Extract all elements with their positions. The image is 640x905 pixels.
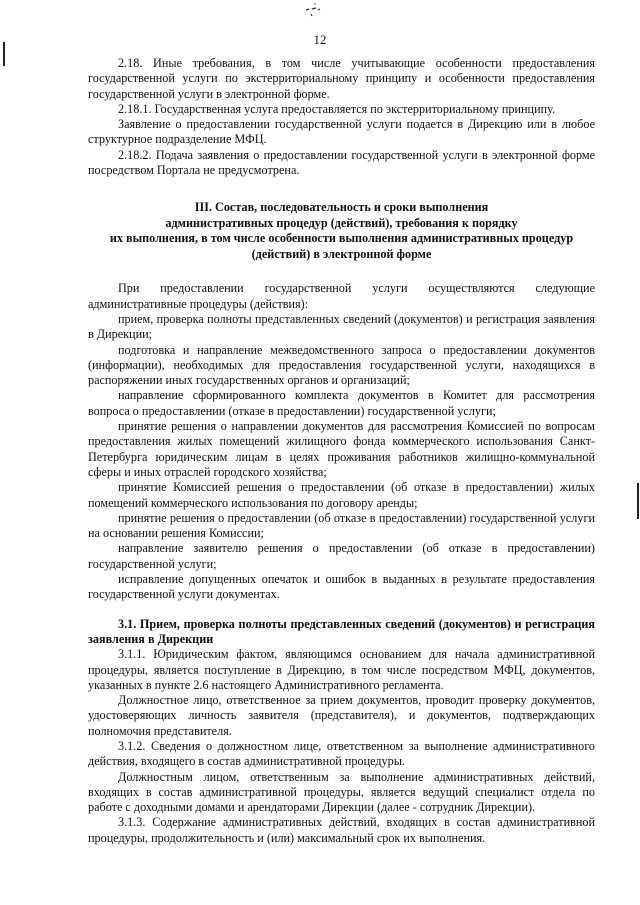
paragraph: При предоставлении государственной услуги осуществляются следующие административные процедуры (действия): [88, 281, 595, 311]
paragraph: прием, проверка полноты представленных сведений (документов) и регистрация заявления в Дирекции; [88, 311, 595, 342]
paragraph: принятие решения о направлении документов для рассмотрения Комиссией по вопросам предоставления жилых помещений жилищного фонда коммерческого использования Санкт-Петербурга юридическим лицам в целях проживания работников жилищно-коммунальной сферы и иных отраслей городского хозяйства; [88, 419, 595, 479]
section-heading-line: административных процедур (действий), требования к порядку [165, 215, 518, 230]
section-heading-line: III. Состав, последовательность и сроки выполнения [194, 200, 489, 215]
section-heading-line: (действий) в электронной форме [251, 246, 432, 261]
scan-mark-top [300, 0, 330, 22]
subsection-heading: 3.1. Прием, проверка полноты представленных сведений (документов) и регистрация заявления в Дирекции [88, 616, 595, 646]
paragraph: принятие решения о предоставлении (об отказе в предоставлении) государственной услуги на основании решения Комиссии; [88, 510, 595, 541]
paragraph: Заявление о предоставлении государственной услуги подается в Дирекцию или в любое структурное подразделение МФЦ. [88, 117, 595, 147]
paragraph: 2.18.1. Государственная услуга предоставляется по экстерриториальному принципу. [118, 101, 556, 116]
paragraph: 3.1.3. Содержание административных действий, входящих в состав административной процедуры, продолжительность и (или) максимальный срок их выполнения. [88, 815, 595, 845]
paragraph: 3.1.1. Юридическим фактом, являющимся основанием для начала административной процедуры, является поступление в Дирекцию, в том числе посредством МФЦ, документов, указанных в пункте 2.6 настоящего Административного регламента. [88, 647, 595, 692]
paragraph: направление сформированного комплекта документов в Комитет для рассмотрения вопроса о предоставлении (отказе в предоставлении) государственной услуги; [88, 388, 595, 418]
paragraph: 3.1.2. Сведения о должностном лице, ответственном за выполнение административного действия, входящего в состав административной процедуры. [88, 738, 595, 769]
paragraph: 2.18.2. Подача заявления о предоставлении государственной услуги в электронной форме посредством Портала не предусмотрена. [88, 147, 595, 178]
paragraph: принятие Комиссией решения о предоставлении (об отказе в предоставлении) жилых помещений коммерческого использования по договору аренды; [88, 480, 595, 510]
paragraph: 2.18. Иные требования, в том числе учитывающие особенности предоставления государственной услуги по экстерриториальному принципу и особенности предоставления государственной услуги в электронной форме. [88, 56, 595, 101]
section-heading-line: их выполнения, в том числе особенности выполнения административных процедур [109, 231, 574, 246]
paragraph: исправление допущенных опечаток и ошибок в выданных в результате предоставления государственной услуги документах. [88, 572, 595, 602]
right-binding-mark [637, 483, 639, 519]
paragraph: подготовка и направление межведомственного запроса о предоставлении документов (информации), необходимых для предоставления государственной услуги, находящихся в распоряжении иных государственных органов и организаций; [88, 342, 595, 388]
section-heading [88, 200, 595, 262]
paragraph: направление заявителю решения о предоставлении (об отказе в предоставлении) государственной услуги; [88, 541, 595, 571]
left-binding-mark [3, 42, 5, 66]
page-number: 12 [313, 32, 327, 47]
paragraph: Должностное лицо, ответственное за прием документов, проводит проверку документов, удостоверяющих личность заявителя (представителя), и документов, подтверждающих полномочия представителя. [88, 693, 595, 738]
document-body [88, 56, 595, 846]
paragraph: Должностным лицом, ответственным за выполнение административных действий, входящих в состав административной процедуры, является ведущий специалист отдела по работе с доходными домами и арендаторами Дирекции (далее - сотрудник Дирекции). [88, 769, 595, 815]
